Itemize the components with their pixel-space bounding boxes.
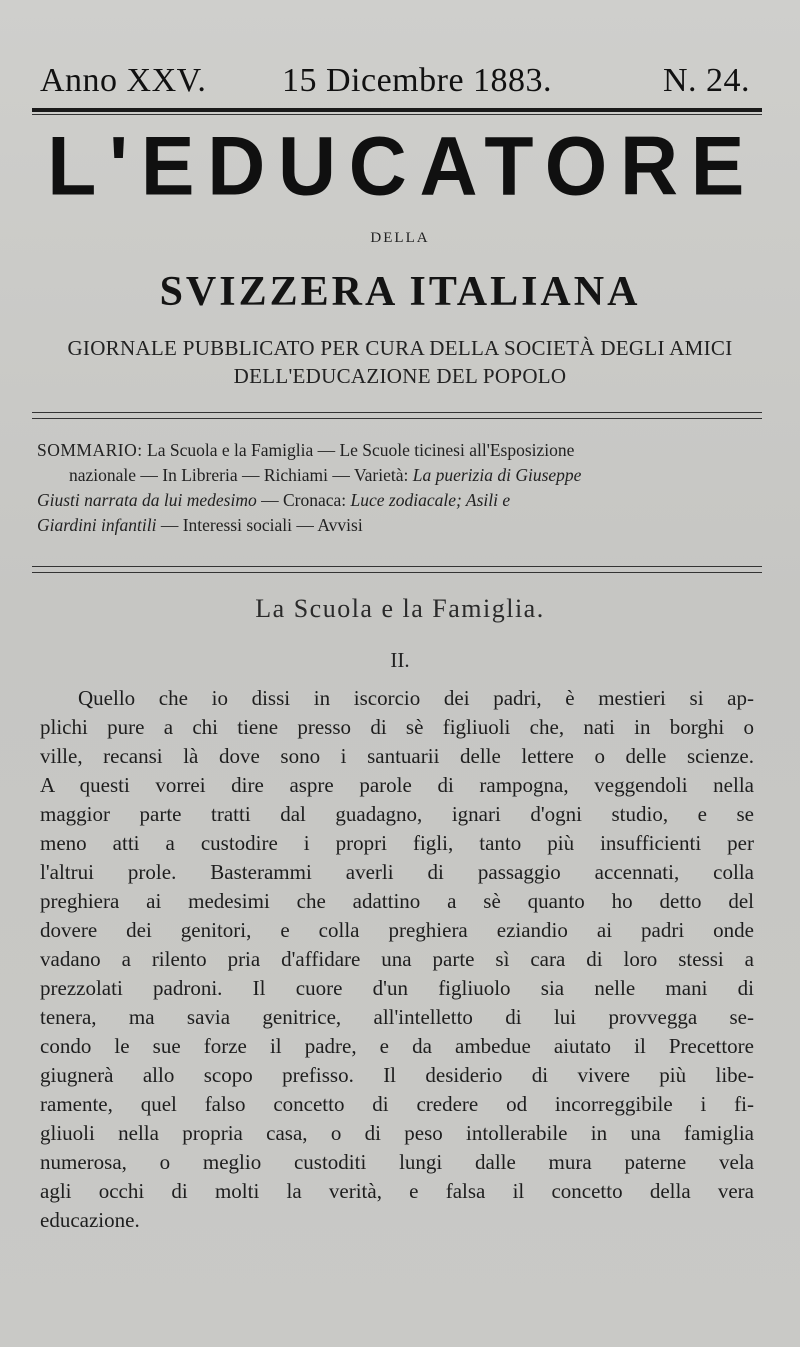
summary-part-6: Luce zodiacale; Asili e [350,490,511,510]
issue-number: N. 24. [662,62,750,99]
divider-top-1 [32,412,762,413]
article-line: ramente, quel falso concetto di credere od incorreggibile i fi- [40,1092,754,1116]
description-line-2: DELL'EDUCAZIONE DEL POPOLO [233,364,567,388]
summary-part-8: — Interessi sociali — Avvisi [160,515,363,535]
summary-part-7: Giardini infantili [37,515,157,535]
summary-part-4: Giusti narrata da lui medesimo [37,490,257,510]
article-line: plichi pure a chi tiene presso di sè figliuoli che, nati in borghi o [40,715,754,739]
masthead-della: DELLA [370,230,430,246]
divider-top-2 [32,418,762,419]
header-rule-thin [32,114,762,115]
divider-bottom-2 [32,572,762,573]
article-line: maggior parte tratti dal guadagno, ignari d'ogni studio, e se [40,802,754,826]
article-line: Quello che io dissi in iscorcio dei padri, è mestieri si ap- [78,686,754,710]
article-line: agli occhi di molti la verità, e falsa il concetto della vera [40,1179,754,1203]
article-line: dovere dei genitori, e colla preghiera eziandio ai padri onde [40,918,754,942]
article-line: l'altrui prole. Basterammi averli di passaggio accennati, colla [40,860,754,884]
summary-part-2: nazionale — In Libreria — Richiami — Varietà: [69,465,409,485]
summary-part-5: — Cronaca: [261,490,347,510]
article-line: vadano a rilento pria d'affidare una parte sì cara di loro stessi a [40,947,754,971]
article-line: meno atti a custodire i propri figli, tanto più insufficienti per [40,831,754,855]
article-line: condo le sue forze il padre, e da ambedue aiutato il Precettore [40,1034,754,1058]
issue-year: Anno XXV. [40,62,207,99]
masthead-title: L'EDUCATORE [47,120,758,213]
article-line: A questi vorrei dire aspre parole di rampogna, veggendoli nella [40,773,754,797]
article-section-number: II. [390,648,410,672]
article-line: ville, recansi là dove sono i santuarii delle lettere o delle scienze. [40,744,754,768]
article-line: tenera, ma savia genitrice, all'intelletto di lui provvegga se- [40,1005,754,1029]
issue-header [40,58,760,104]
article-line: gliuoli nella propria casa, o di peso intollerabile in una famiglia [40,1121,754,1145]
article-body [40,684,754,1235]
article-line: preghiera ai medesimi che adattino a sè quanto ho detto del [40,889,754,913]
article-title: La Scuola e la Famiglia. [255,594,545,623]
article-line: giugnerà allo scopo prefisso. Il desiderio di vivere più libe- [40,1063,754,1087]
article-line: prezzolati padroni. Il cuore d'un figliuolo sia nelle mani di [40,976,754,1000]
article-line: educazione. [40,1208,140,1232]
description-line-1: GIORNALE PUBBLICATO PER CURA DELLA SOCIETÀ DEGLI AMICI [67,336,733,360]
masthead-description [30,334,770,390]
masthead-subtitle: SVIZZERA ITALIANA [159,269,641,315]
summary-block [37,438,755,538]
article-line: numerosa, o meglio custoditi lungi dalle mura paterne vela [40,1150,754,1174]
summary-part-1: La Scuola e la Famiglia — Le Scuole ticinesi all'Esposizione [147,440,575,460]
header-rule [32,108,762,112]
issue-date: 15 Dicembre 1883. [282,62,553,99]
divider-bottom-1 [32,566,762,567]
summary-label: SOMMARIO: [37,440,143,460]
summary-part-3: La puerizia di Giuseppe [412,465,582,485]
